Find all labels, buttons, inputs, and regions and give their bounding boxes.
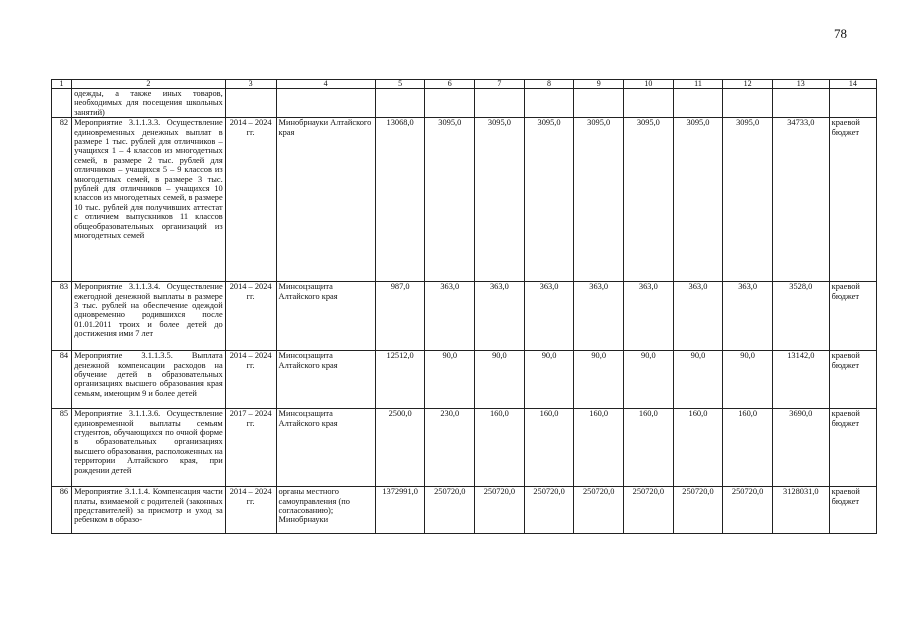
value-cell: 250720,0 xyxy=(475,487,525,534)
value-cell: 3095,0 xyxy=(524,118,574,282)
value-cell: 250720,0 xyxy=(574,487,624,534)
value-cell: 90,0 xyxy=(524,351,574,409)
funding-source-cell: краевой бюджет xyxy=(829,409,876,487)
value-cell: 90,0 xyxy=(574,351,624,409)
column-header: 7 xyxy=(475,80,525,89)
value-cell: 90,0 xyxy=(723,351,773,409)
row-number-cell: 84 xyxy=(52,351,72,409)
column-header: 1 xyxy=(52,80,72,89)
value-cell: 13068,0 xyxy=(375,118,425,282)
row-number-cell: 82 xyxy=(52,118,72,282)
total-cell: 3690,0 xyxy=(772,409,829,487)
value-cell: 1372991,0 xyxy=(375,487,425,534)
value-cell: 3095,0 xyxy=(425,118,475,282)
page-number: 78 xyxy=(834,26,847,41)
activity-name-cell: Мероприятие 3.1.1.3.4. Осуществление ежегодной денежной выплаты в размере 3 тыс. рублей на обеспечение одеждой одновременно родившихся после 01.01.2011 троих и более детей до достижения ими 7 лет xyxy=(72,282,226,351)
value-cell: 363,0 xyxy=(723,282,773,351)
activity-name-cell: Мероприятие 3.1.1.3.6. Осуществление единовременной выплаты семьям студентов, обучающихся по очной форме в образовательных организациях высшего образования, расположенных на территории Алтайского края, при рождении детей xyxy=(72,409,226,487)
funding-source-cell: краевой бюджет xyxy=(829,487,876,534)
value-cell: 363,0 xyxy=(624,282,674,351)
column-header: 11 xyxy=(673,80,723,89)
value-cell: 250720,0 xyxy=(524,487,574,534)
value-cell: 3095,0 xyxy=(624,118,674,282)
period-cell: 2014 – 2024 гг. xyxy=(225,351,276,409)
value-cell: 363,0 xyxy=(574,282,624,351)
row-number-cell: 86 xyxy=(52,487,72,534)
total-cell: 13142,0 xyxy=(772,351,829,409)
column-header: 12 xyxy=(723,80,773,89)
executor-cell: Минобрнауки Алтайского края xyxy=(276,118,375,282)
executor-cell: органы местного самоуправления (по согласованию); Минобрнауки xyxy=(276,487,375,534)
activity-name-cell: Мероприятие 3.1.1.3.5. Выплата денежной компенсации расходов на обучение детей в образовательных организациях высшего образования края семьям, имеющим 9 и более детей xyxy=(72,351,226,409)
column-header: 5 xyxy=(375,80,425,89)
value-cell: 90,0 xyxy=(673,351,723,409)
value-cell: 3095,0 xyxy=(673,118,723,282)
value-cell: 90,0 xyxy=(425,351,475,409)
value-cell: 12512,0 xyxy=(375,351,425,409)
value-cell: 3095,0 xyxy=(475,118,525,282)
column-header: 2 xyxy=(72,80,226,89)
value-cell: 250720,0 xyxy=(425,487,475,534)
activity-name-cell: Мероприятие 3.1.1.3.3. Осуществление единовременных денежных выплат в размере 1 тыс. рублей для отличников – учащихся 1 – 4 классов из многодетных семей, в размере 2 тыс. рублей для отличников – учащихся 5 – 9 классов из многодетных семей, в размере 3 тыс. рублей для отличников – учащихся 10 классов из многодетных семей, в размере 10 тыс. рублей для получивших аттестат с отличием выпускников 11 классов общеобразовательных организаций из многодетных семей xyxy=(72,118,226,282)
period-cell: 2014 – 2024 гг. xyxy=(225,118,276,282)
column-header: 14 xyxy=(829,80,876,89)
value-cell: 230,0 xyxy=(425,409,475,487)
value-cell: 363,0 xyxy=(524,282,574,351)
value-cell: 160,0 xyxy=(475,409,525,487)
funding-source-cell: краевой бюджет xyxy=(829,118,876,282)
value-cell: 90,0 xyxy=(475,351,525,409)
value-cell: 250720,0 xyxy=(723,487,773,534)
total-cell: 3528,0 xyxy=(772,282,829,351)
table-row xyxy=(52,351,877,409)
table-row-continuation xyxy=(52,89,877,118)
row-number-cell xyxy=(52,89,72,118)
table-row xyxy=(52,282,877,351)
column-header: 9 xyxy=(574,80,624,89)
table-row xyxy=(52,118,877,282)
total-cell: 3128031,0 xyxy=(772,487,829,534)
activity-name-cell: одежды, а также иных товаров, необходимых для посещения школьных занятий) xyxy=(72,89,226,118)
column-header: 13 xyxy=(772,80,829,89)
value-cell: 160,0 xyxy=(723,409,773,487)
value-cell: 2500,0 xyxy=(375,409,425,487)
row-number-cell: 85 xyxy=(52,409,72,487)
column-number-row xyxy=(52,80,877,89)
value-cell: 160,0 xyxy=(574,409,624,487)
column-header: 8 xyxy=(524,80,574,89)
value-cell: 90,0 xyxy=(624,351,674,409)
activity-name-cell: Мероприятие 3.1.1.4. Компенсация части платы, взимаемой с родителей (законных представителей) за присмотр и уход за ребенком в образо- xyxy=(72,487,226,534)
funding-source-cell: краевой бюджет xyxy=(829,282,876,351)
value-cell: 160,0 xyxy=(524,409,574,487)
period-cell: 2014 – 2024 гг. xyxy=(225,487,276,534)
value-cell: 363,0 xyxy=(475,282,525,351)
column-header: 6 xyxy=(425,80,475,89)
total-cell: 34733,0 xyxy=(772,118,829,282)
funding-source-cell: краевой бюджет xyxy=(829,351,876,409)
row-number-cell: 83 xyxy=(52,282,72,351)
value-cell: 987,0 xyxy=(375,282,425,351)
period-cell: 2014 – 2024 гг. xyxy=(225,282,276,351)
executor-cell: Минсоцзащита Алтайского края xyxy=(276,409,375,487)
table-row xyxy=(52,409,877,487)
executor-cell: Минсоцзащита Алтайского края xyxy=(276,351,375,409)
column-header: 10 xyxy=(624,80,674,89)
period-cell: 2017 – 2024 гг. xyxy=(225,409,276,487)
value-cell: 363,0 xyxy=(673,282,723,351)
program-activities-table xyxy=(51,79,877,534)
column-header: 3 xyxy=(225,80,276,89)
value-cell: 363,0 xyxy=(425,282,475,351)
value-cell: 160,0 xyxy=(624,409,674,487)
table-row xyxy=(52,487,877,534)
value-cell: 160,0 xyxy=(673,409,723,487)
value-cell: 3095,0 xyxy=(574,118,624,282)
value-cell: 3095,0 xyxy=(723,118,773,282)
value-cell: 250720,0 xyxy=(624,487,674,534)
column-header: 4 xyxy=(276,80,375,89)
value-cell: 250720,0 xyxy=(673,487,723,534)
executor-cell: Минсоцзащита Алтайского края xyxy=(276,282,375,351)
